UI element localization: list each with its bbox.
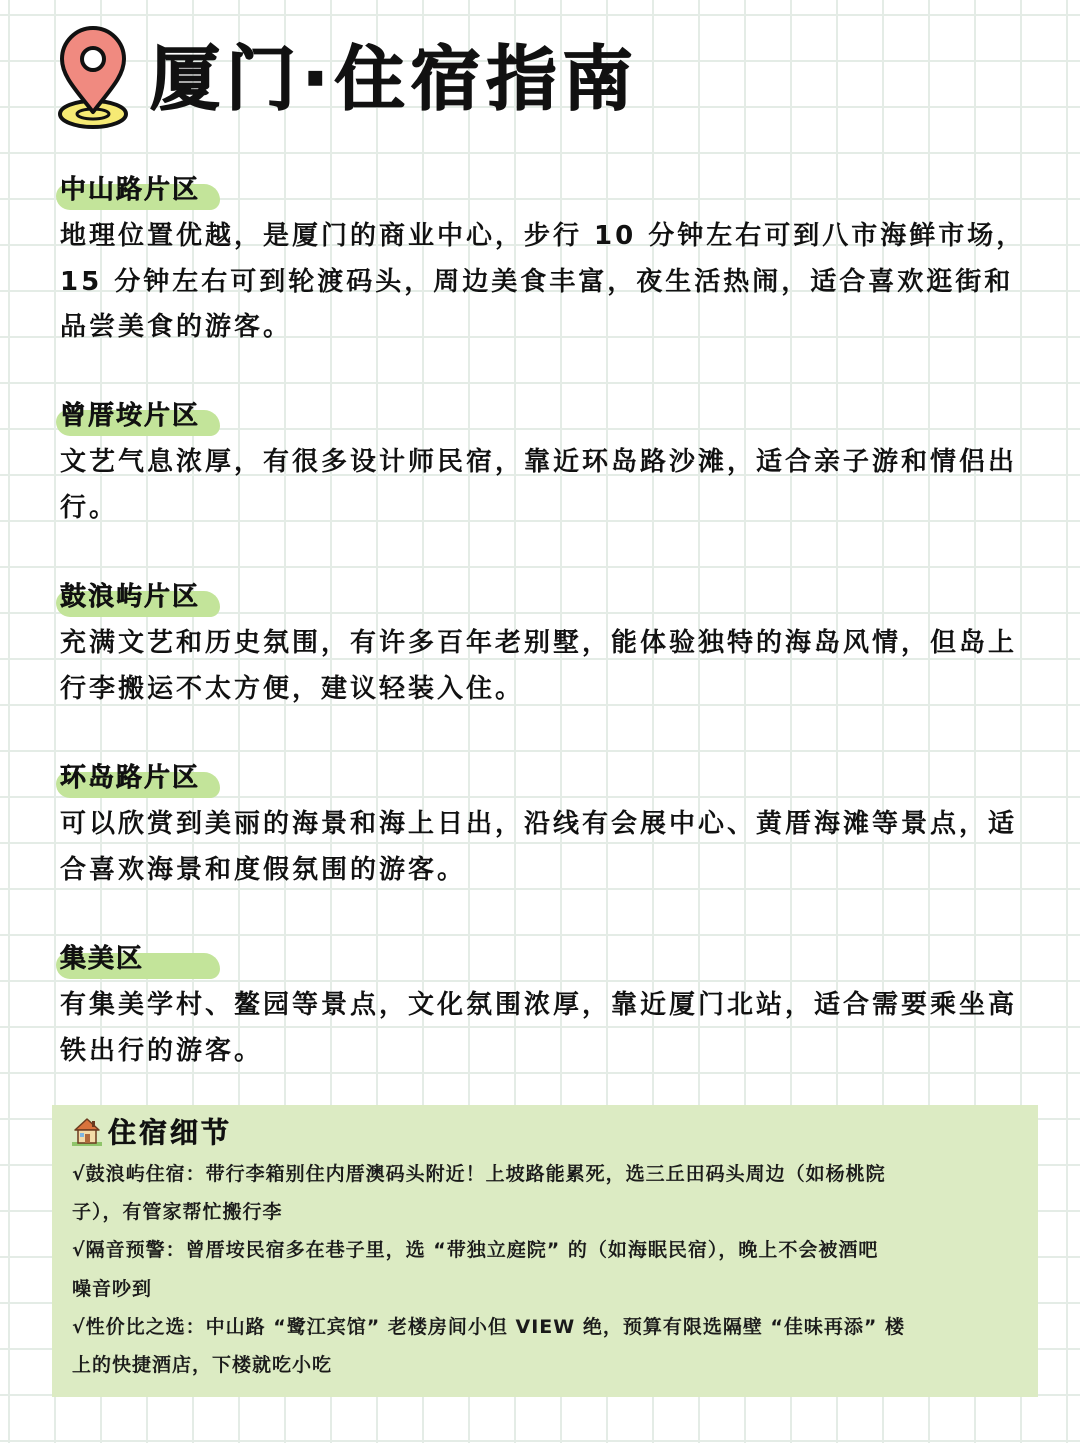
section-gulangyu xyxy=(60,577,1040,712)
section-title: 鼓浪屿片区 xyxy=(60,582,201,612)
section-zhongshan-road xyxy=(60,170,1040,351)
section-huandao-road xyxy=(60,758,1040,893)
section-title: 中山路片区 xyxy=(60,175,201,205)
section-body: 文艺气息浓厚，有很多设计师民宿，靠近环岛路沙滩，适合亲子游和情侣出行。 xyxy=(60,447,1018,523)
section-body: 有集美学村、鳌园等景点，文化氛围浓厚，靠近厦门北站，适合需要乘坐高铁出行的游客。 xyxy=(60,990,1018,1066)
section-heading xyxy=(60,170,200,210)
section-title: 曾厝垵片区 xyxy=(60,401,201,431)
detail-line: 噪音吵到 xyxy=(72,1277,153,1300)
detail-line: √性价比之选：中山路 “鹭江宾馆” 老楼房间小但 VIEW 绝，预算有限选隔壁 “佳味再添” 楼 xyxy=(72,1315,906,1338)
section-zengcuoan xyxy=(60,396,1040,531)
details-heading xyxy=(70,1109,232,1153)
title-row xyxy=(56,24,639,134)
detail-line: √隔音预警：曾厝垵民宿多在巷子里，选 “带独立庭院” 的（如海眠民宿），晚上不会被酒吧 xyxy=(72,1239,879,1262)
details-list xyxy=(72,1155,1022,1384)
section-heading xyxy=(60,577,200,617)
house-icon xyxy=(70,1115,104,1147)
detail-line: √鼓浪屿住宿：带行李箱别住内厝澳码头附近！上坡路能累死，选三丘田码头周边（如杨桃院 xyxy=(72,1163,886,1185)
stay-details-box xyxy=(52,1105,1038,1397)
section-heading xyxy=(60,758,200,798)
section-body: 地理位置优越，是厦门的商业中心，步行 10 分钟左右可到八市海鲜市场，15 分钟左右可到轮渡码头，周边美食丰富，夜生活热闹，适合喜欢逛街和品尝美食的游客。 xyxy=(60,221,1026,342)
detail-line: 子），有管家帮忙搬行李 xyxy=(72,1201,283,1224)
section-title: 环岛路片区 xyxy=(60,763,201,793)
section-jimei xyxy=(60,939,1040,1074)
section-title: 集美区 xyxy=(60,944,145,974)
detail-line: 上的快捷酒店，下楼就吃小吃 xyxy=(72,1354,333,1377)
map-pin-icon xyxy=(56,26,130,132)
section-heading xyxy=(60,939,144,979)
section-body: 充满文艺和历史氛围，有许多百年老别墅，能体验独特的海岛风情，但岛上行李搬运不太方便，建议轻装入住。 xyxy=(60,628,1018,704)
section-body: 可以欣赏到美丽的海景和海上日出，沿线有会展中心、黄厝海滩等景点，适合喜欢海景和度假氛围的游客。 xyxy=(60,809,1018,885)
page-title: 厦门·住宿指南 xyxy=(150,38,639,120)
details-title: 住宿细节 xyxy=(108,1116,233,1149)
section-heading xyxy=(60,396,200,436)
